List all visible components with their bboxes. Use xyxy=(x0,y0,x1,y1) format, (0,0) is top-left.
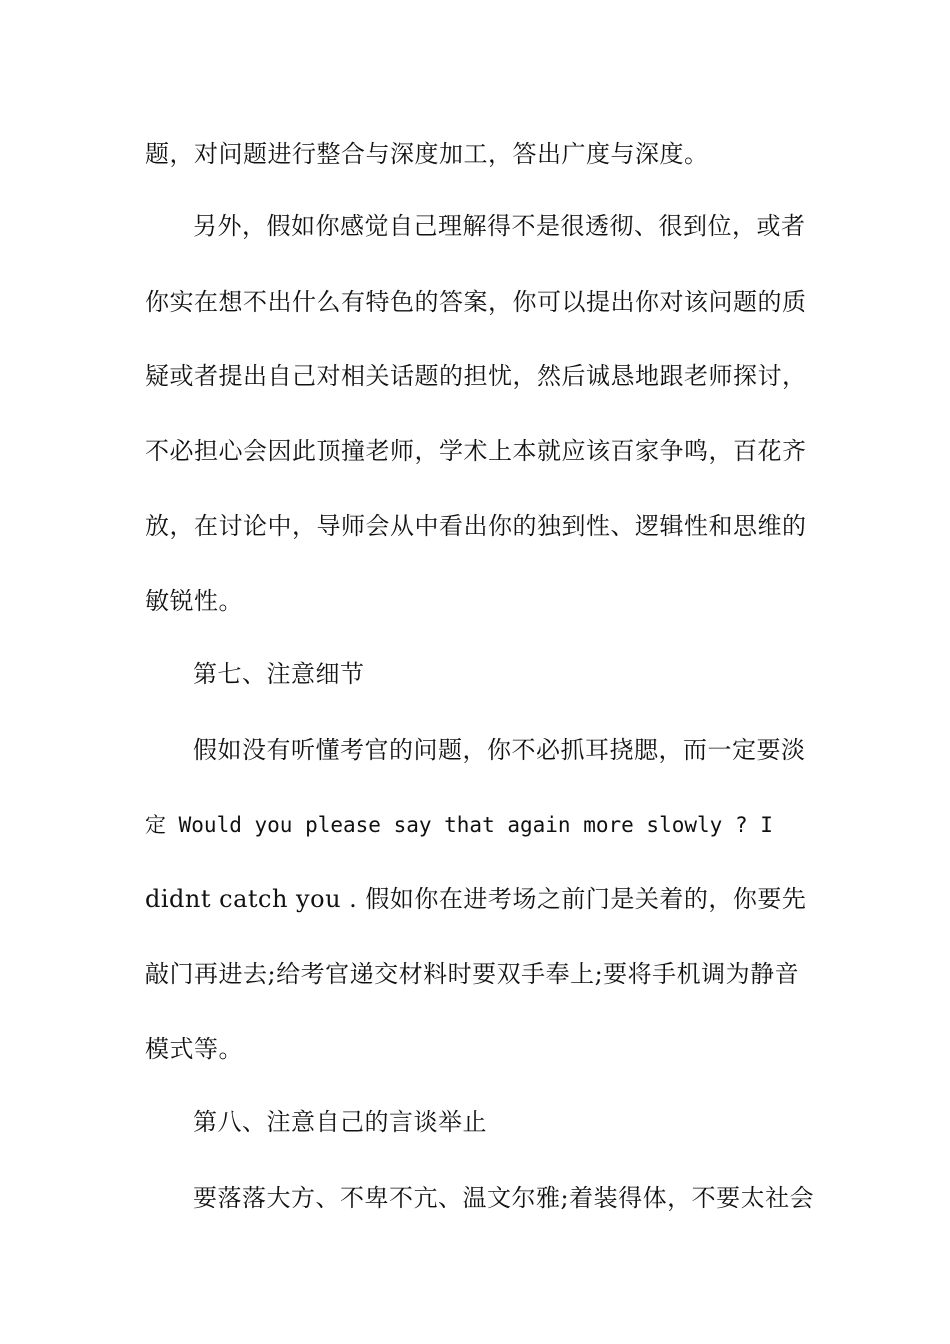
section-heading: 第七、注意细节 xyxy=(193,660,365,688)
paragraph-line: 疑或者提出自己对相关话题的担忧，然后诚恳地跟老师探讨， xyxy=(145,362,807,390)
paragraph-line: 敏锐性。 xyxy=(145,587,243,615)
paragraph-line: 模式等。 xyxy=(145,1035,243,1063)
paragraph-line: 你实在想不出什么有特色的答案，你可以提出你对该问题的质 xyxy=(145,288,807,316)
section-heading: 第八、注意自己的言谈举止 xyxy=(193,1108,487,1136)
paragraph-line: 要落落大方、不卑不亢、温文尔雅;着装得体，不要太社会 xyxy=(193,1184,815,1212)
paragraph-line: 另外，假如你感觉自己理解得不是很透彻、很到位，或者 xyxy=(193,212,806,240)
paragraph-line: 放，在讨论中，导师会从中看出你的独到性、逻辑性和思维的 xyxy=(145,512,807,540)
paragraph-line: 题，对问题进行整合与深度加工，答出广度与深度。 xyxy=(145,140,709,168)
paragraph-line: 敲门再进去;给考官递交材料时要双手奉上;要将手机调为静音 xyxy=(145,960,800,988)
paragraph-line: didnt catch you . 假如你在进考场之前门是关着的，你要先 xyxy=(145,885,807,913)
paragraph-line: 不必担心会因此顶撞老师，学术上本就应该百家争鸣，百花齐 xyxy=(145,437,807,465)
paragraph-line: 假如没有听懂考官的问题，你不必抓耳挠腮，而一定要淡 xyxy=(193,736,806,764)
paragraph-line: 定 Would you please say that again more slowly ? I xyxy=(145,813,773,837)
